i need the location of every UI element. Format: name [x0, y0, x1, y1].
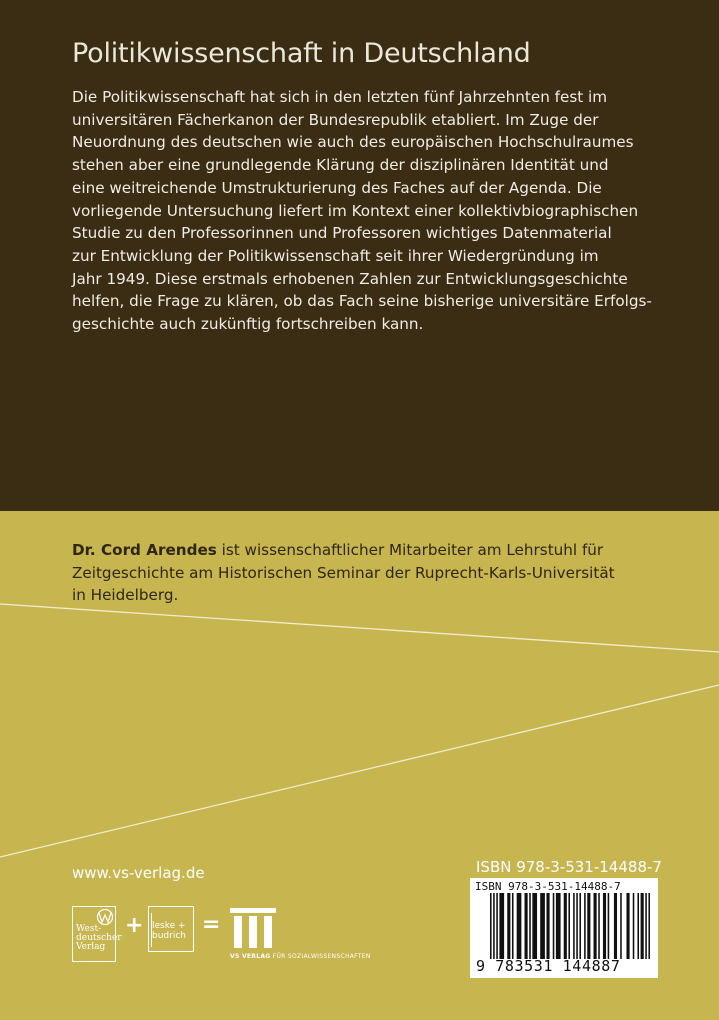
book-description	[72, 86, 672, 336]
barcode-bar	[641, 893, 644, 959]
barcode-bar	[648, 893, 650, 959]
barcode-bar	[496, 893, 498, 959]
barcode-bar	[637, 893, 639, 959]
barcode-bar	[568, 893, 570, 959]
barcode-bar	[507, 893, 510, 959]
bio-line: in Heidelberg.	[72, 586, 179, 605]
author-bio	[72, 539, 672, 607]
plus-sign: +	[125, 913, 144, 938]
barcode-bar	[546, 893, 549, 959]
book-title: Politikwissenschaft in Deutschland	[72, 38, 531, 69]
barcode-bar	[564, 893, 567, 959]
barcode-bar	[573, 893, 575, 959]
barcode-bars	[490, 893, 650, 959]
barcode-bar	[553, 893, 555, 959]
barcode-bar	[587, 893, 590, 959]
description-line: universitären Fächerkanon der Bundesrepublik etabliert. Im Zuge der	[72, 110, 599, 129]
barcode-bar	[608, 893, 610, 959]
equals-sign: =	[202, 912, 221, 937]
publisher-website-link[interactable]: www.vs-verlag.de	[72, 864, 205, 882]
barcode-isbn-text: ISBN 978-3-531-14488-7	[475, 880, 621, 893]
barcode-bar	[626, 893, 629, 959]
barcode-bar	[614, 893, 617, 959]
barcode-bar	[576, 893, 578, 959]
vs-caption-bold: VS VERLAG	[230, 953, 271, 960]
barcode-bar	[512, 893, 514, 959]
author-name: Dr. Cord Arendes	[72, 541, 217, 559]
barcode-bar	[579, 893, 581, 959]
vs-caption-text: FÜR SOZIALWISSENSCHAFTEN	[270, 953, 371, 960]
barcode-bar	[517, 893, 522, 959]
bio-line	[72, 539, 672, 562]
barcode	[470, 878, 658, 978]
barcode-bar	[620, 893, 622, 959]
lb-logo-text: budrich	[152, 931, 186, 941]
description-line: geschichte auch zukünftig fortschreiben kann.	[72, 315, 424, 334]
vs-verlag-caption	[230, 953, 371, 960]
description-line: zur Entwicklung der Politikwissenschaft seit ihrer Wiedergründung im	[72, 246, 599, 265]
barcode-bar	[603, 893, 606, 959]
barcode-bar	[584, 893, 586, 959]
bio-text: ist wissenschaftlicher Mitarbeiter am Lehrstuhl für	[216, 541, 604, 559]
description-line: Jahr 1949. Diese erstmals erhobenen Zahlen zur Entwicklungsgeschichte	[72, 269, 628, 288]
barcode-bar	[499, 893, 504, 959]
description-line: eine weitreichende Umstrukturierung des Faches auf der Agenda. Die	[72, 178, 602, 197]
westdeutscher-verlag-logo	[72, 906, 122, 962]
barcode-bar	[493, 893, 495, 959]
wd-logo-text: West-	[76, 924, 102, 934]
description-line: helfen, die Frage zu klären, ob das Fach seine bisherige universitäre Erfolgs-	[72, 292, 652, 311]
bio-line: Zeitgeschichte am Historischen Seminar der Ruprecht-Karls-Universität	[72, 563, 615, 582]
barcode-bar	[525, 893, 528, 959]
barcode-bar	[490, 893, 492, 959]
barcode-bar	[556, 893, 561, 959]
description-line: Neuordnung des deutschen wie auch des europäischen Hochschulraumes	[72, 133, 634, 152]
barcode-bar	[532, 893, 537, 959]
wd-logo-text: deutscher	[76, 933, 122, 943]
barcode-bar	[594, 893, 597, 959]
description-line: stehen aber eine grundlegende Klärung der disziplinären Identität und	[72, 156, 609, 175]
description-line: vorliegende Untersuchung liefert im Kontext einer kollektivbiographischen	[72, 201, 639, 220]
barcode-bar	[633, 893, 635, 959]
description-line: Studie zu den Professorinnen und Professoren wichtiges Datenmaterial	[72, 224, 612, 243]
isbn-label: ISBN 978-3-531-14488-7	[476, 858, 662, 876]
barcode-bar	[645, 893, 647, 959]
barcode-bar	[529, 893, 531, 959]
vs-verlag-logo-icon	[230, 908, 276, 948]
barcode-bar	[598, 893, 600, 959]
description-line: Die Politikwissenschaft hat sich in den letzten fünf Jahrzehnten fest im	[72, 88, 608, 106]
lb-logo-text: leske +	[152, 921, 186, 931]
barcode-bar	[540, 893, 545, 959]
barcode-digits: 9 783531 144887	[476, 957, 621, 975]
wd-logo-text: Verlag	[76, 942, 106, 952]
leske-budrich-logo	[148, 906, 194, 952]
